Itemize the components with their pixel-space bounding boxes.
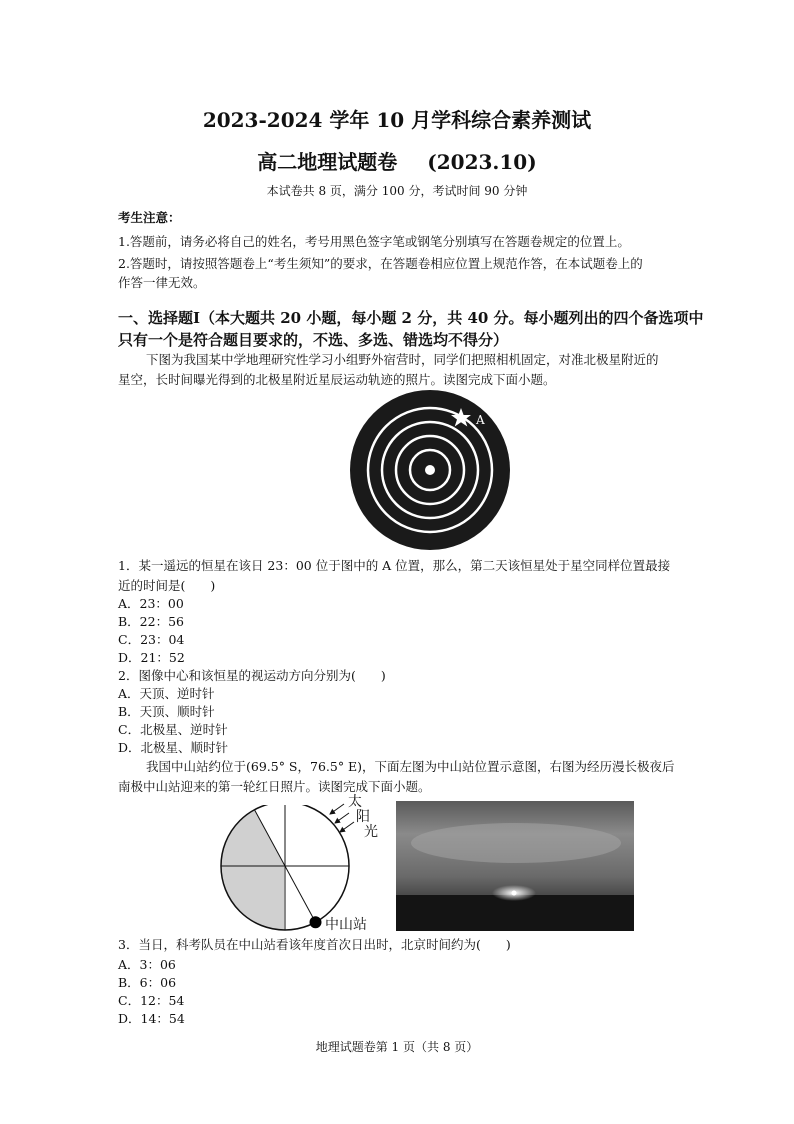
q2-option-d: D．北极星、顺时针: [118, 740, 229, 755]
q1-option-b: B．22：56: [118, 614, 184, 629]
subject-title: 高二地理试题卷: [257, 150, 398, 174]
exam-subtitle: [0, 146, 794, 175]
notice-heading: 考生注意：: [118, 210, 181, 225]
section-heading-line2: 只有一个是符合题目要求的，不选、多选、错选均不得分）: [118, 331, 509, 349]
notice-item-2-line1: 2.答题时，请按照答题卷上“考生须知”的要求，在答题卷相应位置上规范作答，在本试题卷上的: [118, 256, 643, 271]
sunlight-label-3: 光: [364, 824, 378, 840]
notice-item-2-line2: 作答一律无效。: [118, 275, 206, 290]
q2-option-a: A．天顶、逆时针: [118, 686, 215, 701]
sunlight-arrow-1: [330, 804, 344, 814]
section-heading-line1: 一、选择题Ⅰ（本大题共 20 小题，每小题 2 分，共 40 分。每小题列出的四个备选项中: [118, 309, 704, 327]
notice-item-1: 1.答题前，请务必将自己的姓名，考号用黑色签字笔或钢笔分别填写在答题卷规定的位置上。: [118, 234, 630, 249]
intro1-line2: 星空，长时间曝光得到的北极星附近星辰运动轨迹的照片。读图完成下面小题。: [118, 372, 556, 387]
night-area: [221, 810, 316, 930]
pole-star: [425, 465, 435, 475]
intro2-line2: 南极中山站迎来的第一轮红日照片。读图完成下面小题。: [118, 779, 431, 794]
zhongshan-station-marker: [310, 916, 322, 928]
q1-option-d: D．21：52: [118, 650, 185, 665]
q1-stem-line1: 1．某一遥远的恒星在该日 23：00 位于图中的 A 位置，那么，第二天该恒星处于星空同样位置最接: [118, 558, 671, 573]
q2-stem: 2．图像中心和该恒星的视运动方向分别为( ): [118, 668, 386, 683]
q1-option-c: C．23：04: [118, 632, 185, 647]
cloud-band: [411, 823, 621, 863]
intro2-line1: 我国中山站约位于(69.5° S，76.5° E)，下面左图为中山站位置示意图，右图为经历漫长极夜后: [146, 759, 675, 774]
sunlight-arrow-2: [335, 813, 349, 823]
page-footer: 地理试题卷第 1 页（共 8 页）: [315, 1040, 479, 1054]
exam-title: 2023-2024 学年 10 月学科综合素养测试: [202, 108, 592, 132]
q1-stem-line2: 近的时间是( ): [118, 578, 216, 593]
q3-stem: 3．当日，科考队员在中山站看该年度首次日出时，北京时间约为( ): [118, 937, 511, 952]
star-trail-figure: [348, 388, 512, 552]
position-a-label: A: [476, 413, 485, 427]
q3-option-d: D．14：54: [118, 1011, 185, 1026]
q1-option-a: A．23：00: [118, 596, 184, 611]
sunlight-arrow-3: [340, 822, 354, 832]
station-label: 中山站: [325, 917, 367, 933]
sunlight-label-1: 太: [348, 794, 362, 810]
intro1-line1: 下图为我国某中学地理研究性学习小组野外宿营时，同学们把照相机固定，对准北极星附近的: [146, 352, 659, 367]
q3-option-a: A．3：06: [118, 957, 176, 972]
q2-option-b: B．天顶、顺时针: [118, 704, 215, 719]
sunlight-label-2: 阳: [356, 809, 370, 825]
sun-icon: [512, 891, 517, 896]
q3-option-c: C．12：54: [118, 993, 185, 1008]
exam-date: (2023.10): [427, 150, 537, 174]
q2-option-c: C．北极星、逆时针: [118, 722, 228, 737]
sunrise-photo: [396, 801, 634, 931]
q3-option-b: B．6：06: [118, 975, 177, 990]
exam-info: 本试卷共 8 页，满分 100 分，考试时间 90 分钟: [266, 184, 528, 198]
